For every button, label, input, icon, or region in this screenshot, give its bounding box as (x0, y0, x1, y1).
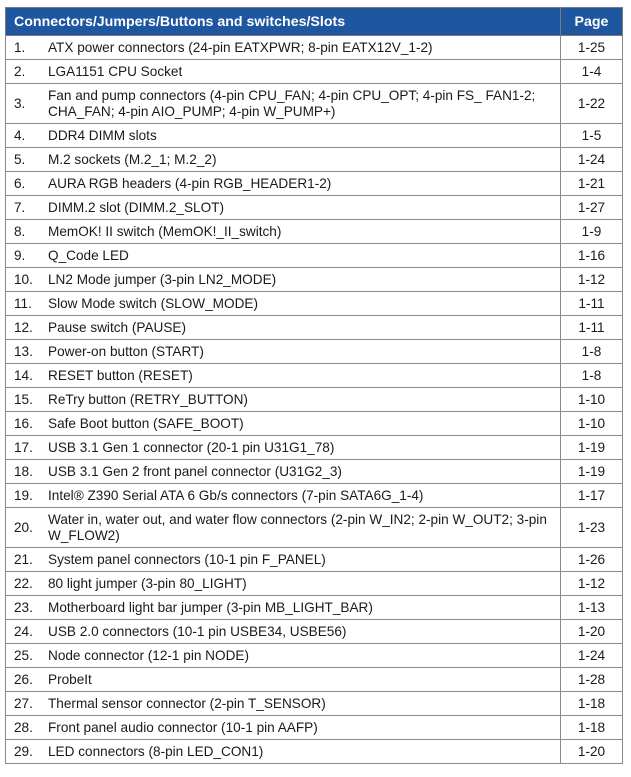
table-row (6, 572, 623, 596)
row-page: 1-8 (561, 340, 623, 364)
row-number: 28. (14, 719, 33, 735)
row-description: Q_Code LED (48, 247, 129, 263)
row-number: 24. (14, 623, 33, 639)
row-description: AURA RGB headers (4-pin RGB_HEADER1-2) (48, 175, 332, 191)
row-page: 1-12 (561, 572, 623, 596)
row-number: 3. (14, 95, 26, 111)
table-row (6, 548, 623, 572)
row-description: System panel connectors (10-1 pin F_PANEL) (48, 551, 326, 567)
row-description: Fan and pump connectors (4-pin CPU_FAN; 4-pin CPU_OPT; 4-pin FS_ FAN1-2; CHA_FAN; 4-pin AIO_PUMP; 4-pin W_PUMP+) (48, 87, 536, 119)
row-description: RESET button (RESET) (48, 367, 193, 383)
row-page: 1-19 (561, 460, 623, 484)
table-row (6, 460, 623, 484)
row-number: 15. (14, 391, 33, 407)
row-number: 16. (14, 415, 33, 431)
table-row (6, 316, 623, 340)
row-number: 18. (14, 463, 33, 479)
table-row (6, 220, 623, 244)
row-description: LED connectors (8-pin LED_CON1) (48, 743, 264, 759)
row-page: 1-24 (561, 644, 623, 668)
table-row (6, 692, 623, 716)
row-number: 14. (14, 367, 33, 383)
table-row (6, 740, 623, 764)
row-page: 1-21 (561, 172, 623, 196)
row-number: 6. (14, 175, 26, 191)
row-number: 2. (14, 63, 26, 79)
row-page: 1-23 (561, 508, 623, 548)
row-description: LN2 Mode jumper (3-pin LN2_MODE) (48, 271, 277, 287)
row-page: 1-18 (561, 716, 623, 740)
row-number: 25. (14, 647, 33, 663)
row-page: 1-5 (561, 124, 623, 148)
row-number: 1. (14, 39, 26, 55)
row-page: 1-12 (561, 268, 623, 292)
table-row (6, 436, 623, 460)
row-description: Water in, water out, and water flow connectors (2-pin W_IN2; 2-pin W_OUT2; 3-pin W_FLOW2) (48, 511, 547, 543)
row-page: 1-28 (561, 668, 623, 692)
row-number: 22. (14, 575, 33, 591)
row-page: 1-26 (561, 548, 623, 572)
row-page: 1-4 (561, 60, 623, 84)
row-description: ReTry button (RETRY_BUTTON) (48, 391, 248, 407)
row-number: 26. (14, 671, 33, 687)
row-number: 8. (14, 223, 26, 239)
table-row (6, 716, 623, 740)
row-description: Node connector (12-1 pin NODE) (48, 647, 249, 663)
connectors-table (5, 7, 623, 764)
row-number: 11. (14, 295, 32, 311)
table-row (6, 60, 623, 84)
row-page: 1-20 (561, 740, 623, 764)
row-number: 23. (14, 599, 33, 615)
row-number: 4. (14, 127, 26, 143)
row-description: USB 3.1 Gen 2 front panel connector (U31G2_3) (48, 463, 342, 479)
row-number: 7. (14, 199, 26, 215)
table-row (6, 364, 623, 388)
row-number: 5. (14, 151, 26, 167)
row-number: 17. (14, 439, 33, 455)
table-row (6, 668, 623, 692)
table-row (6, 508, 623, 548)
row-description: MemOK! II switch (MemOK!_II_switch) (48, 223, 282, 239)
row-number: 29. (14, 743, 33, 759)
row-page: 1-11 (561, 292, 623, 316)
row-page: 1-25 (561, 36, 623, 60)
row-description: M.2 sockets (M.2_1; M.2_2) (48, 151, 217, 167)
row-page: 1-22 (561, 84, 623, 124)
row-page: 1-10 (561, 412, 623, 436)
row-description: USB 3.1 Gen 1 connector (20-1 pin U31G1_78) (48, 439, 335, 455)
table-row (6, 124, 623, 148)
row-description: USB 2.0 connectors (10-1 pin USBE34, USBE56) (48, 623, 347, 639)
row-description: Thermal sensor connector (2-pin T_SENSOR) (48, 695, 326, 711)
row-description: LGA1151 CPU Socket (48, 63, 183, 79)
row-page: 1-18 (561, 692, 623, 716)
table-row (6, 412, 623, 436)
table-row (6, 244, 623, 268)
row-description: Intel® Z390 Serial ATA 6 Gb/s connectors (7-pin SATA6G_1-4) (48, 487, 424, 503)
table-header-row (6, 8, 623, 36)
row-page: 1-11 (561, 316, 623, 340)
row-page: 1-17 (561, 484, 623, 508)
header-title: Connectors/Jumpers/Buttons and switches/Slots (6, 8, 561, 36)
row-description: ATX power connectors (24-pin EATXPWR; 8-pin EATX12V_1-2) (48, 39, 433, 55)
table-body (6, 36, 623, 764)
row-page: 1-10 (561, 388, 623, 412)
row-page: 1-9 (561, 220, 623, 244)
row-description: Motherboard light bar jumper (3-pin MB_LIGHT_BAR) (48, 599, 373, 615)
row-description: Slow Mode switch (SLOW_MODE) (48, 295, 258, 311)
table-row (6, 268, 623, 292)
row-page: 1-20 (561, 620, 623, 644)
row-number: 27. (14, 695, 33, 711)
table-row (6, 644, 623, 668)
row-description: Pause switch (PAUSE) (48, 319, 186, 335)
table-row (6, 340, 623, 364)
row-page: 1-19 (561, 436, 623, 460)
row-page: 1-8 (561, 364, 623, 388)
table-row (6, 84, 623, 124)
row-description: Safe Boot button (SAFE_BOOT) (48, 415, 244, 431)
row-description: ProbeIt (48, 671, 92, 687)
row-number: 21. (14, 551, 33, 567)
row-page: 1-27 (561, 196, 623, 220)
row-description: DDR4 DIMM slots (48, 127, 157, 143)
row-number: 10. (14, 271, 33, 287)
row-description: Power-on button (START) (48, 343, 204, 359)
row-page: 1-16 (561, 244, 623, 268)
table-row (6, 596, 623, 620)
row-number: 13. (14, 343, 33, 359)
table-row (6, 620, 623, 644)
row-number: 20. (14, 519, 33, 535)
table-row (6, 388, 623, 412)
row-page: 1-13 (561, 596, 623, 620)
row-page: 1-24 (561, 148, 623, 172)
connectors-table-container (5, 7, 622, 764)
header-page: Page (561, 8, 623, 36)
row-description: Front panel audio connector (10-1 pin AAFP) (48, 719, 318, 735)
row-number: 9. (14, 247, 26, 263)
table-row (6, 484, 623, 508)
table-row (6, 172, 623, 196)
table-row (6, 148, 623, 172)
table-row (6, 36, 623, 60)
table-row (6, 292, 623, 316)
row-number: 12. (14, 319, 33, 335)
row-description: 80 light jumper (3-pin 80_LIGHT) (48, 575, 247, 591)
row-description: DIMM.2 slot (DIMM.2_SLOT) (48, 199, 224, 215)
table-row (6, 196, 623, 220)
row-number: 19. (14, 487, 33, 503)
